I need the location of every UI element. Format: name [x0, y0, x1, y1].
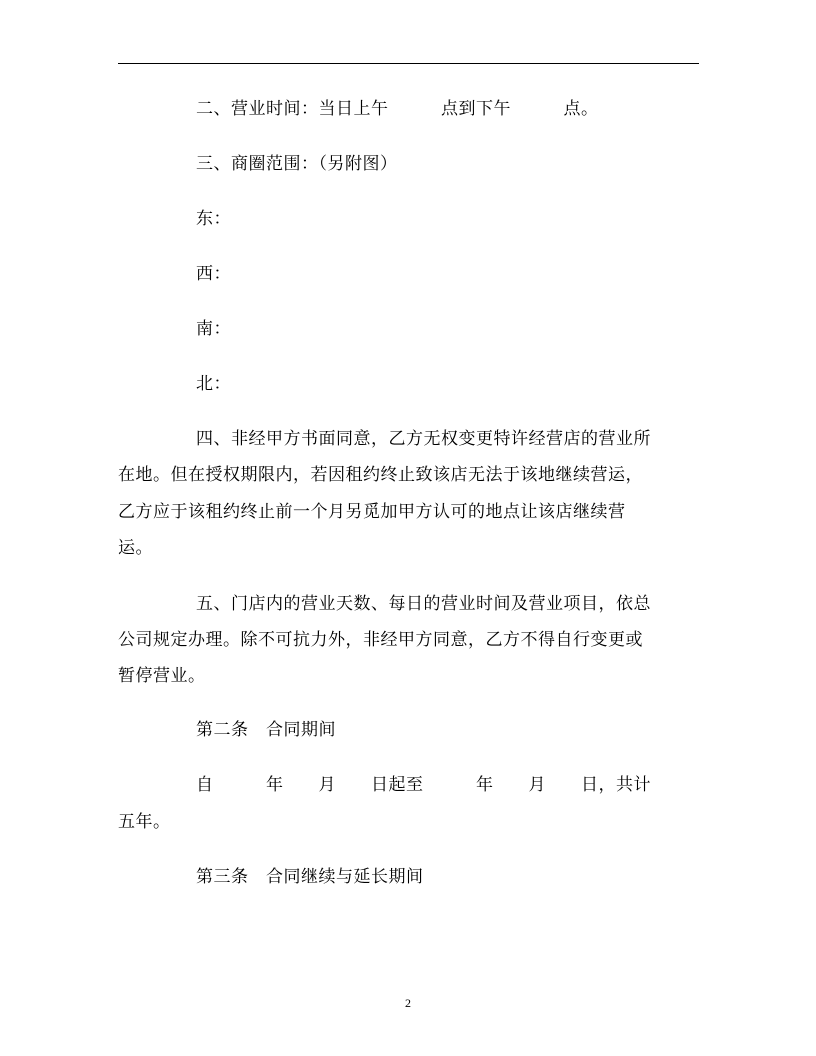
trade-area-clause: 三、商圈范围：（另附图）	[196, 154, 398, 174]
operating-rules-line-2: 公司规定办理。除不可抗力外，非经甲方同意，乙方不得自行变更或	[118, 630, 643, 650]
relocation-clause-line-1: 四、非经甲方书面同意，乙方无权变更特许经营店的营业所	[196, 429, 651, 449]
relocation-clause-line-3: 乙方应于该租约终止前一个月另觅加甲方认可的地点让该店继续营	[118, 502, 626, 522]
business-hours-clause: 二、营业时间：当日上午 点到下午 点。	[196, 99, 599, 119]
operating-rules-line-3: 暂停营业。	[118, 666, 206, 686]
trade-area-west: 西：	[196, 264, 231, 284]
article-2-heading: 第二条 合同期间	[196, 720, 336, 740]
trade-area-north: 北：	[196, 374, 231, 394]
operating-rules-line-1: 五、门店内的营业天数、每日的营业时间及营业项目，依总	[196, 594, 651, 614]
contract-period-line-2: 五年。	[118, 812, 171, 832]
relocation-clause-line-4: 运。	[118, 538, 153, 558]
trade-area-south: 南：	[196, 319, 231, 339]
relocation-clause-line-2: 在地。但在授权期限内，若因租约终止致该店无法于该地继续营运，	[118, 465, 643, 485]
contract-period-line-1: 自 年 月 日起至 年 月 日，共计	[196, 775, 651, 795]
header-rule	[118, 63, 699, 64]
trade-area-east: 东：	[196, 209, 231, 229]
page-number: 2	[405, 996, 411, 1010]
article-3-heading: 第三条 合同继续与延长期间	[196, 867, 424, 887]
